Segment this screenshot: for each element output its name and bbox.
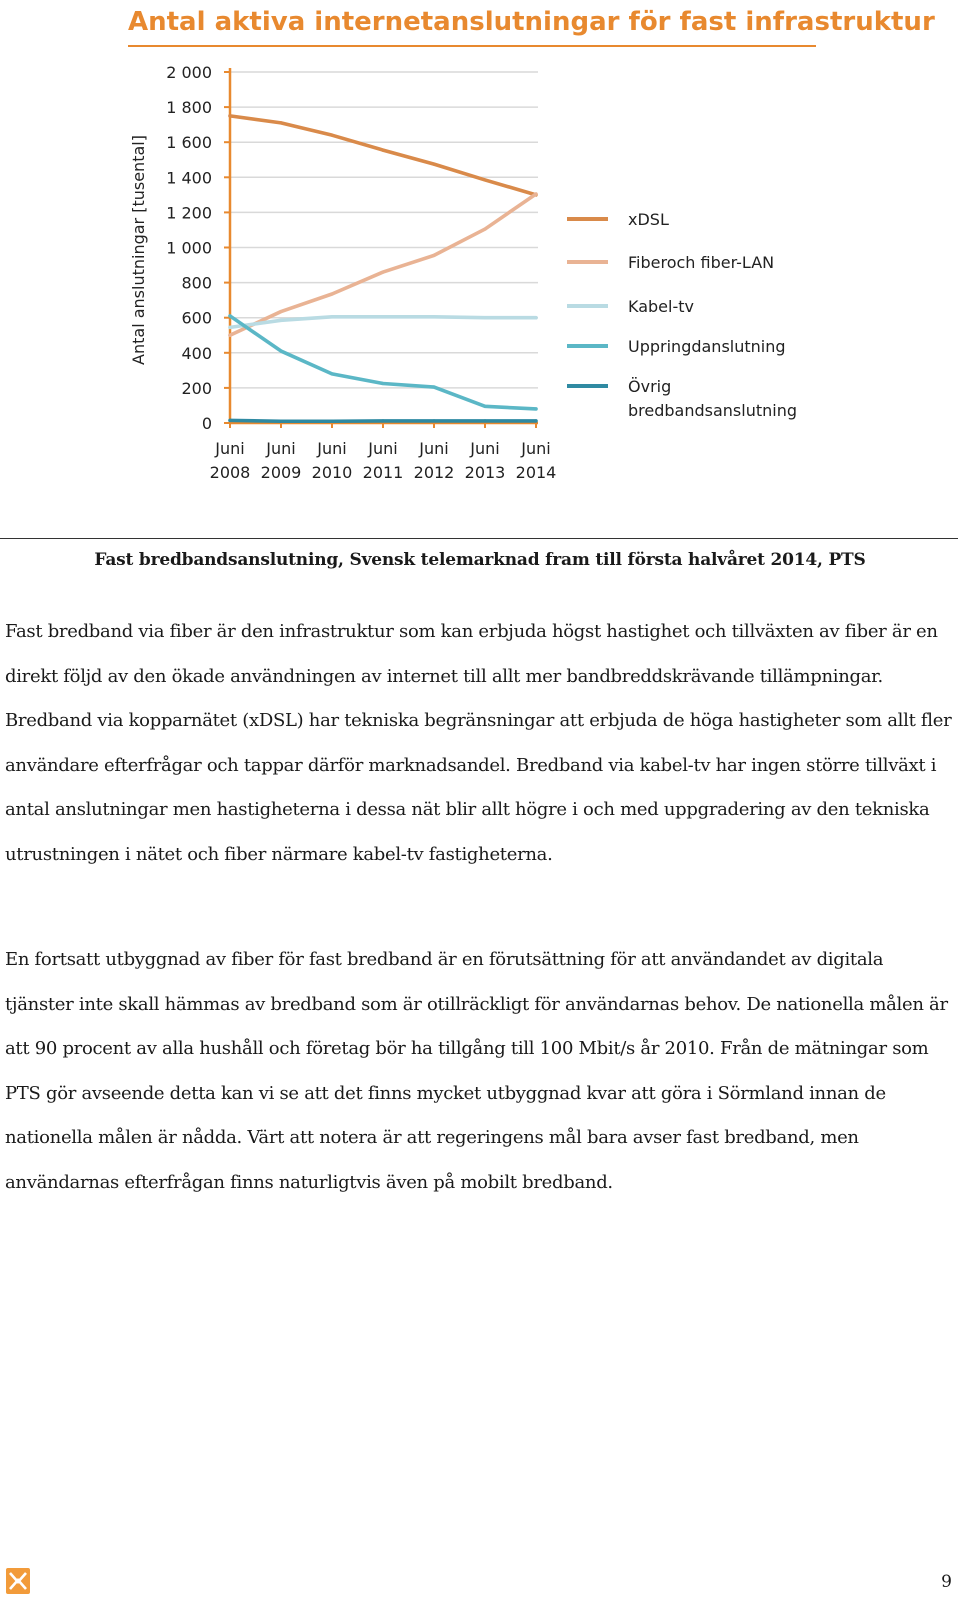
series-line-1 xyxy=(230,116,536,195)
data-point xyxy=(330,420,333,423)
legend-label: bredbandsanslutning xyxy=(628,401,797,420)
y-tick-label: 1 200 xyxy=(166,203,212,223)
y-tick-label: 200 xyxy=(181,378,212,398)
x-tick-label: Juni xyxy=(470,439,500,458)
data-point xyxy=(330,315,333,318)
y-tick-label: 400 xyxy=(181,343,212,363)
data-point xyxy=(432,163,435,166)
y-axis-label: Antal anslutningar [tusental] xyxy=(129,135,148,365)
legend-label: Fiberoch fiber-LAN xyxy=(628,253,775,272)
data-point xyxy=(432,254,435,257)
data-point xyxy=(483,405,486,408)
x-tick-label-year: 2009 xyxy=(260,463,302,482)
data-point xyxy=(381,315,384,318)
x-tick-label: Juni xyxy=(521,439,551,458)
data-point xyxy=(228,419,231,422)
data-point xyxy=(483,419,486,422)
data-point xyxy=(228,314,231,317)
data-point xyxy=(228,114,231,117)
data-point xyxy=(279,349,282,352)
data-point xyxy=(534,316,537,319)
x-tick-label: Juni xyxy=(266,439,296,458)
data-point xyxy=(432,385,435,388)
data-point xyxy=(330,372,333,375)
data-point xyxy=(483,316,486,319)
y-tick-label: 800 xyxy=(181,273,212,293)
data-point xyxy=(330,134,333,137)
x-tick-label: Juni xyxy=(317,439,347,458)
legend-label: Kabel-tv xyxy=(628,297,694,316)
data-point xyxy=(534,407,537,410)
data-point xyxy=(432,419,435,422)
x-tick-label: Juni xyxy=(419,439,449,458)
y-tick-label: 2 000 xyxy=(166,63,212,82)
x-tick-label-year: 2012 xyxy=(413,463,455,482)
y-tick-label: 1 400 xyxy=(166,168,212,188)
x-tick-label-year: 2013 xyxy=(464,463,506,482)
data-point xyxy=(432,315,435,318)
data-point xyxy=(381,382,384,385)
y-tick-label: 1 600 xyxy=(166,133,212,153)
y-tick-label: 600 xyxy=(181,308,212,328)
series-line-2 xyxy=(230,194,536,335)
legend-label: Övrig xyxy=(628,377,672,396)
y-tick-label: 1 000 xyxy=(166,238,212,258)
horizontal-rule xyxy=(0,538,958,539)
x-tick-label-year: 2011 xyxy=(362,463,404,482)
x-tick-label: Juni xyxy=(368,439,398,458)
chart-title: Antal aktiva internetanslutningar för fast infrastruktur xyxy=(128,7,935,37)
paragraph-1: Fast bredband via fiber är den infrastruktur som kan erbjuda högst hastighet och tillväxten av fiber är en direkt följd av den ökade användningen av internet till allt mer bandbreddskrävande tillämpningar. Bredband via kopparnätet (xDSL) har tekniska begränsningar att erbjuda de höga hastigheter som allt fler användare efterfrågar och tappar därför marknadsandel. Bredband via kabel-tv har ingen större tillväxt i antal anslutningar men hastigheterna i dessa nät blir allt högre i och med uppgradering av den tekniska utrustningen i nätet och fiber närmare kabel-tv fastigheterna. xyxy=(5,621,952,865)
data-point xyxy=(483,178,486,181)
data-point xyxy=(330,292,333,295)
x-tick-label-year: 2008 xyxy=(209,463,251,482)
broadband-line-chart xyxy=(120,0,935,500)
data-point xyxy=(381,270,384,273)
x-tick-label: Juni xyxy=(215,439,245,458)
legend-label: xDSL xyxy=(628,210,669,229)
data-point xyxy=(279,310,282,313)
x-tick-label-year: 2010 xyxy=(311,463,353,482)
data-point xyxy=(279,121,282,124)
y-tick-label: 0 xyxy=(201,414,212,433)
data-point xyxy=(381,148,384,151)
series-line-4 xyxy=(230,316,536,409)
data-point xyxy=(381,419,384,422)
data-point xyxy=(534,192,537,195)
data-point xyxy=(228,334,231,337)
logo-icon xyxy=(6,1568,30,1594)
data-point xyxy=(279,420,282,423)
paragraph-2: En fortsatt utbyggnad av fiber för fast bredband är en förutsättning för att användandet av digitala tjänster inte skall hämmas av bredband som är otillräckligt för användarnas behov. De nationella målen är att 90 procent av alla hushåll och företag bör ha tillgång till 100 Mbit/s år 2010. Från de mätningar som PTS gör avseende detta kan vi se att det finns mycket utbyggnad kvar att göra i Sörmland innan de nationella målen är nådda. Värt att notera är att regeringens mål bara avser fast bredband, men användarnas efterfrågan finns naturligtvis även på mobilt bredband. xyxy=(5,949,948,1193)
data-point xyxy=(279,319,282,322)
figure-caption: Fast bredbandsanslutning, Svensk telemarknad fram till första halvåret 2014, PTS xyxy=(94,550,866,570)
y-tick-label: 1 800 xyxy=(166,98,212,118)
x-tick-label-year: 2014 xyxy=(515,463,557,482)
data-point xyxy=(483,227,486,230)
data-point xyxy=(534,419,537,422)
page-number: 9 xyxy=(941,1572,952,1592)
legend-label: Uppringdanslutning xyxy=(628,337,786,356)
data-point xyxy=(228,326,231,329)
